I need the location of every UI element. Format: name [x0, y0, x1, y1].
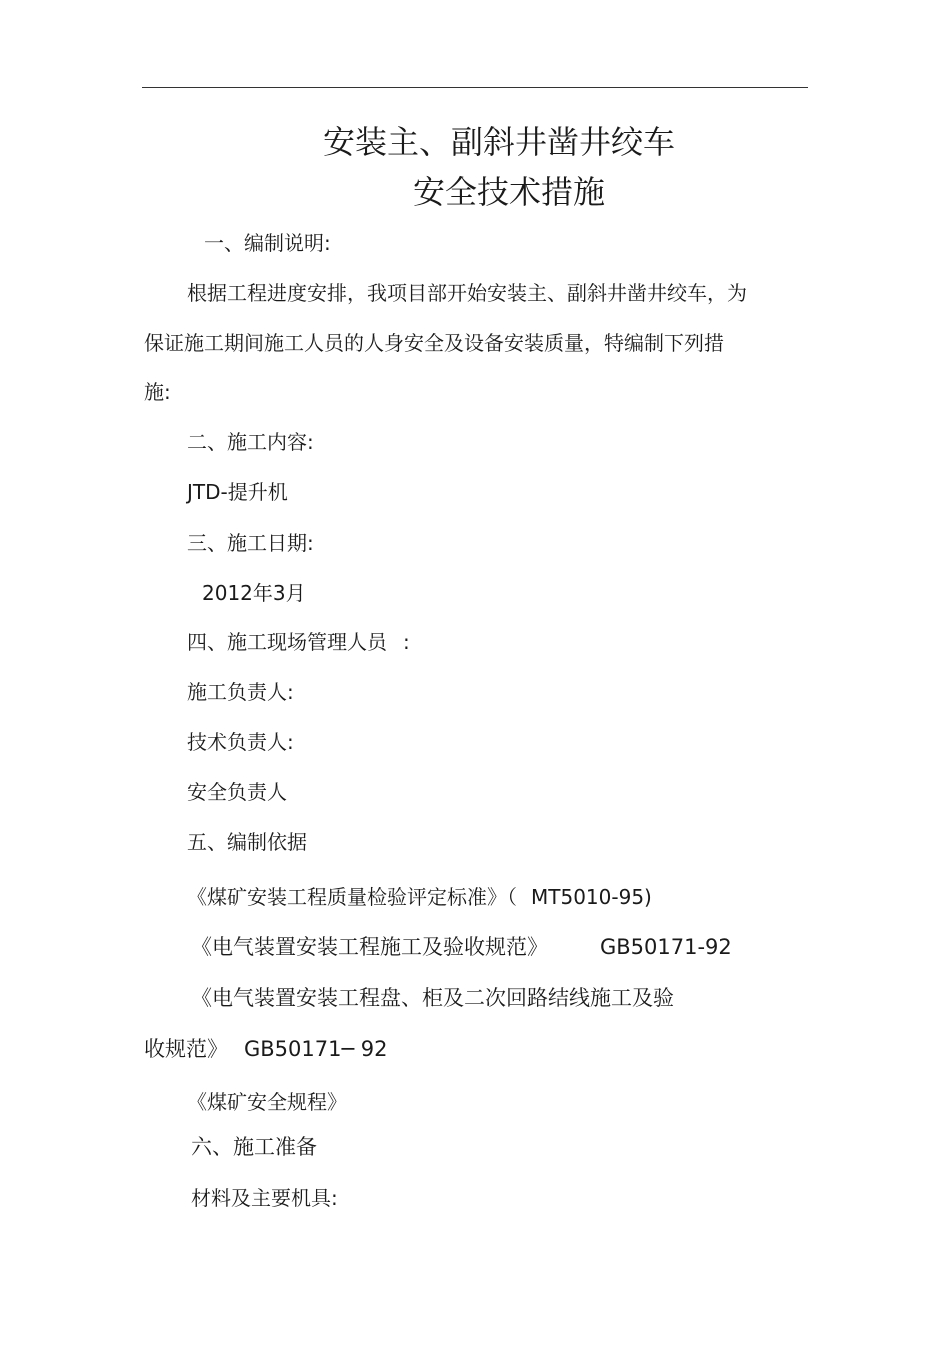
section-5-heading: 五、编制依据: [187, 830, 307, 854]
section-6-heading: 六、施工准备: [191, 1135, 317, 1159]
section-1-paragraph-line2: 保证施工期间施工人员的人身安全及设备安装质量，特编制下列措: [144, 331, 724, 355]
reference-3-title-end: 收规范》: [144, 1037, 228, 1061]
reference-1-code: MT5010-95): [531, 885, 652, 909]
section-5-reference-4: 《煤矿安全规程》: [187, 1090, 347, 1114]
section-4-heading-text: 四、施工现场管理人员: [187, 630, 387, 654]
reference-2-title: 《电气装置安装工程施工及验收规范》: [191, 935, 548, 959]
section-4-person-construction: 施工负责人:: [187, 680, 294, 704]
section-4-heading: [187, 629, 410, 655]
section-6-subheading: 材料及主要机具:: [191, 1186, 338, 1210]
section-3-content: 2012年3月: [202, 581, 306, 605]
section-5-reference-2: [191, 934, 732, 960]
document-title-line1: 安装主、副斜井凿井绞车: [322, 123, 675, 161]
section-4-heading-colon: :: [403, 630, 410, 654]
reference-1-title: 《煤矿安装工程质量检验评定标准》（: [187, 885, 517, 909]
section-1-paragraph-line3: 施:: [144, 380, 171, 404]
reference-2-code: GB50171-92: [600, 935, 732, 959]
section-2-content: JTD-提升机: [187, 480, 288, 504]
section-4-person-technical: 技术负责人:: [187, 730, 294, 754]
section-3-heading: 三、施工日期:: [187, 531, 314, 555]
section-5-reference-1: [187, 884, 652, 910]
reference-3-code: GB50171─ 92: [244, 1037, 388, 1061]
section-5-reference-3-line1: 《电气装置安装工程盘、柜及二次回路结线施工及验: [191, 986, 674, 1010]
header-rule: [142, 87, 808, 88]
document-title-line2: 安全技术措施: [412, 173, 605, 211]
section-1-heading: 一、编制说明:: [204, 231, 331, 255]
section-2-heading: 二、施工内容:: [187, 430, 314, 454]
section-1-paragraph-line1: 根据工程进度安排，我项目部开始安装主、副斜井凿井绞车，为: [187, 281, 747, 305]
section-4-person-safety: 安全负责人: [187, 780, 287, 804]
section-5-reference-3-line2: [144, 1036, 388, 1062]
